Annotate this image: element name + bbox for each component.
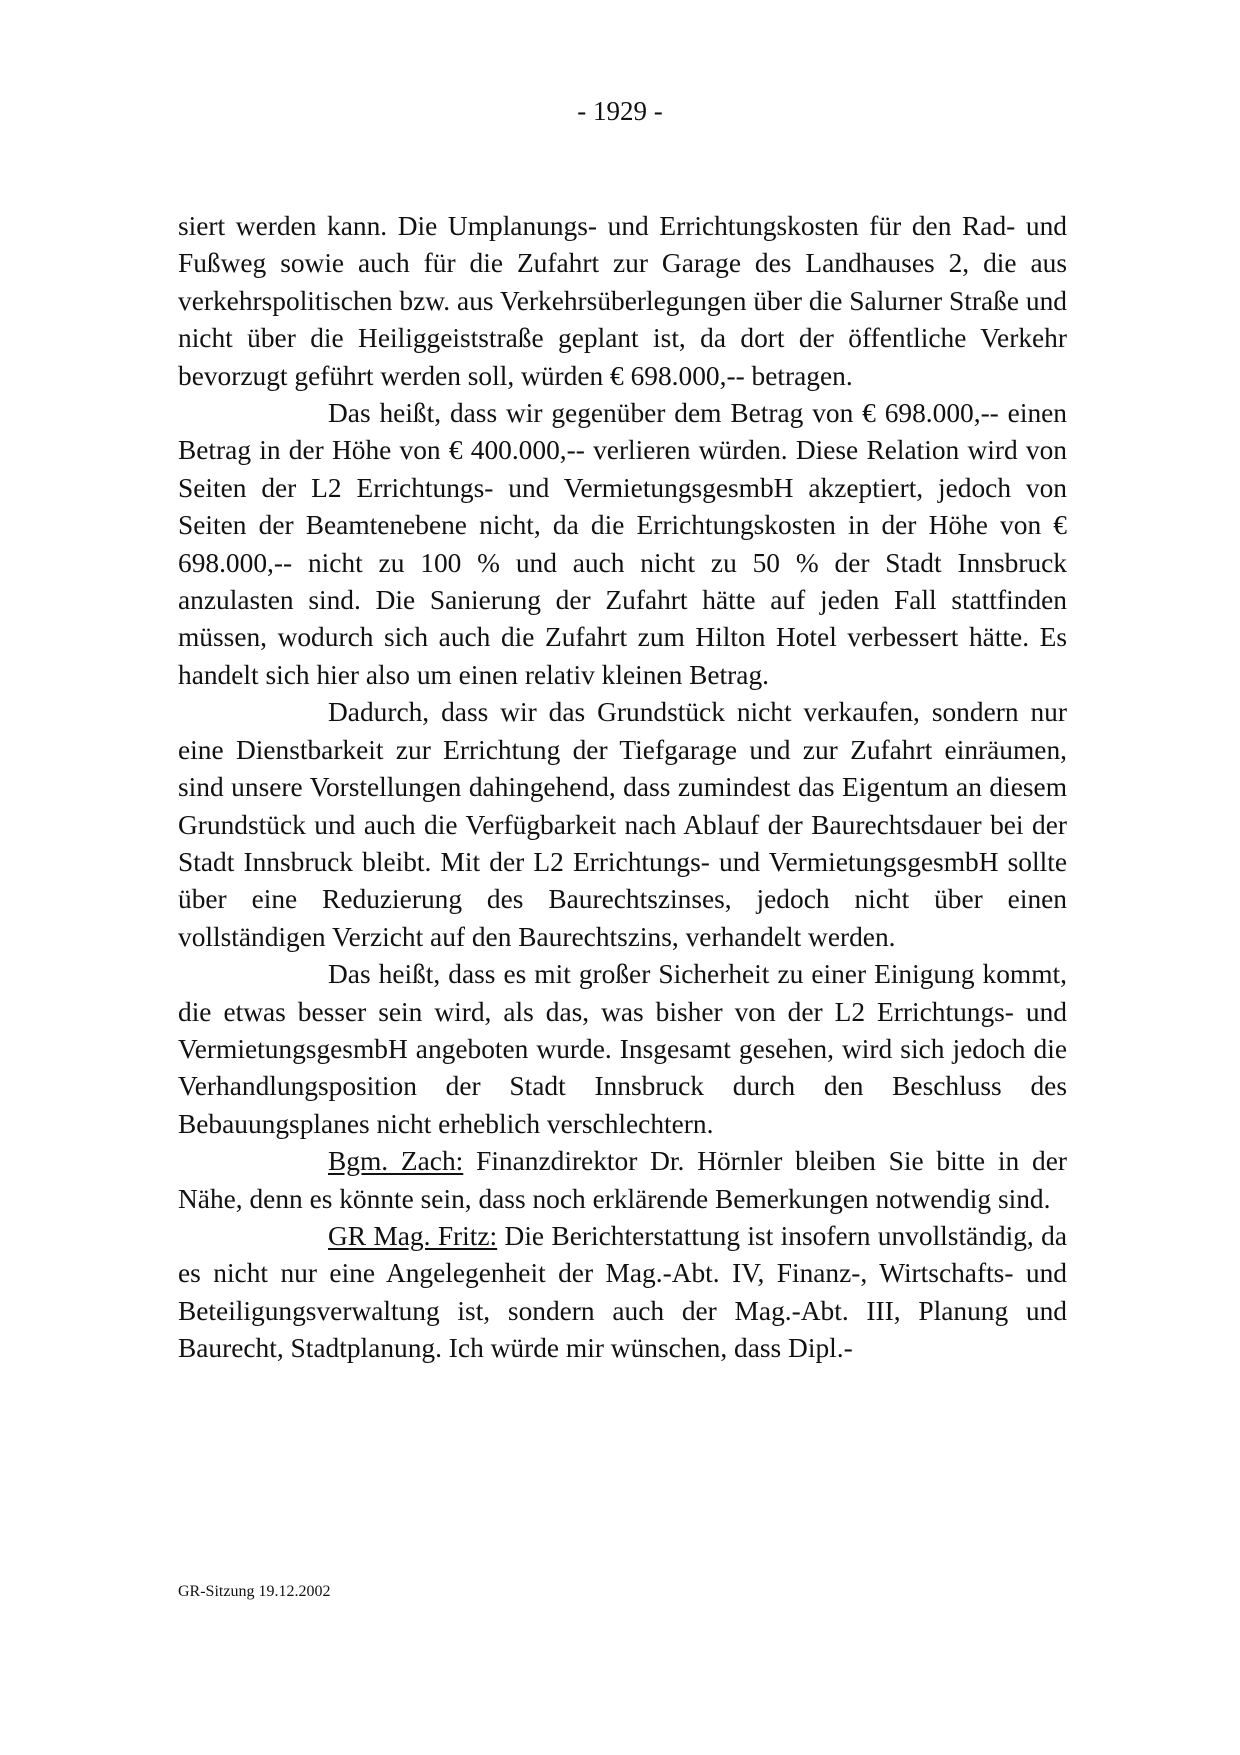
footer-session-date: GR-Sitzung 19.12.2002 [178,1583,331,1600]
speech-paragraph [178,1218,1067,1368]
paragraph: Das heißt, dass es mit großer Sicherheit zu einer Einigung kommt, die etwas besser sein wird, als das, was bisher von der L2 Errichtungs- und VermietungsgesmbH angeboten wurde. Insgesamt gesehen, wird sich jedoch die Verhandlungsposition der Stadt Innsbruck durch den Beschluss des Bebauungsplanes nicht erheblich verschlechtern. [178,959,1067,1139]
paragraph: Das heißt, dass wir gegenüber dem Betrag von € 698.000,-- einen Betrag in der Höhe von € 400.000,-- verlieren würden. Diese Relation wird von Seiten der L2 Errichtungs- und VermietungsgesmbH akzeptiert, jedoch von Seiten der Beamtenebene nicht, da die Errichtungskosten in der Höhe von € 698.000,-- nicht zu 100 % und auch nicht zu 50 % der Stadt Innsbruck anzulasten sind. Die Sanierung der Zufahrt hätte auf jeden Fall stattfinden müssen, wodurch sich auch die Zufahrt zum Hilton Hotel verbessert hätte. Es handelt sich hier also um einen relativ kleinen Betrag. [178,398,1067,690]
paragraph-continuation: siert werden kann. Die Umplanungs- und Errichtungskosten für den Rad- und Fußweg sowie auch für die Zufahrt zur Garage des Landhauses 2, die aus verkehrspolitischen bzw. aus Verkehrsüberlegungen über die Salurner Straße und nicht über die Heiliggeiststraße geplant ist, da dort der öffentliche Verkehr bevorzugt geführt werden soll, würden € 698.000,-- betragen. [178,211,1067,391]
paragraph: Dadurch, dass wir das Grundstück nicht verkaufen, sondern nur eine Dienstbarkeit zur Errichtung der Tiefgarage und zur Zufahrt einräumen, sind unsere Vorstellungen dahingehend, dass zumindest das Eigentum an diesem Grundstück und auch die Verfügbarkeit nach Ablauf der Baurechtsdauer bei der Stadt Innsbruck bleibt. Mit der L2 Errichtungs- und VermietungsgesmbH sollte über eine Reduzierung des Baurechtszinses, jedoch nicht über einen vollständigen Verzicht auf den Baurechtszins, verhandelt werden. [178,697,1067,952]
speaker-name: Bgm. Zach: [328,1146,464,1177]
speaker-name: GR Mag. Fritz: [328,1220,498,1251]
document-body [178,208,1067,1368]
speech-text: Die Berichterstattung ist insofern unvollständig, da es nicht nur eine Angelegenheit der Mag.-Abt. IV, Finanz-, Wirtschafts- und Beteiligungsverwaltung ist, sondern auch der Mag.-Abt. III, Planung und Baurecht, Stadtplanung. Ich würde mir wünschen, dass Dipl.- [178,1220,1067,1364]
page-number: - 1929 - [577,96,663,126]
speech-paragraph [178,1143,1067,1218]
speech-text: Finanzdirektor Dr. Hörnler bleiben Sie bitte in der Nähe, denn es könnte sein, dass noch erklärende Bemerkungen notwendig sind. [178,1146,1067,1214]
